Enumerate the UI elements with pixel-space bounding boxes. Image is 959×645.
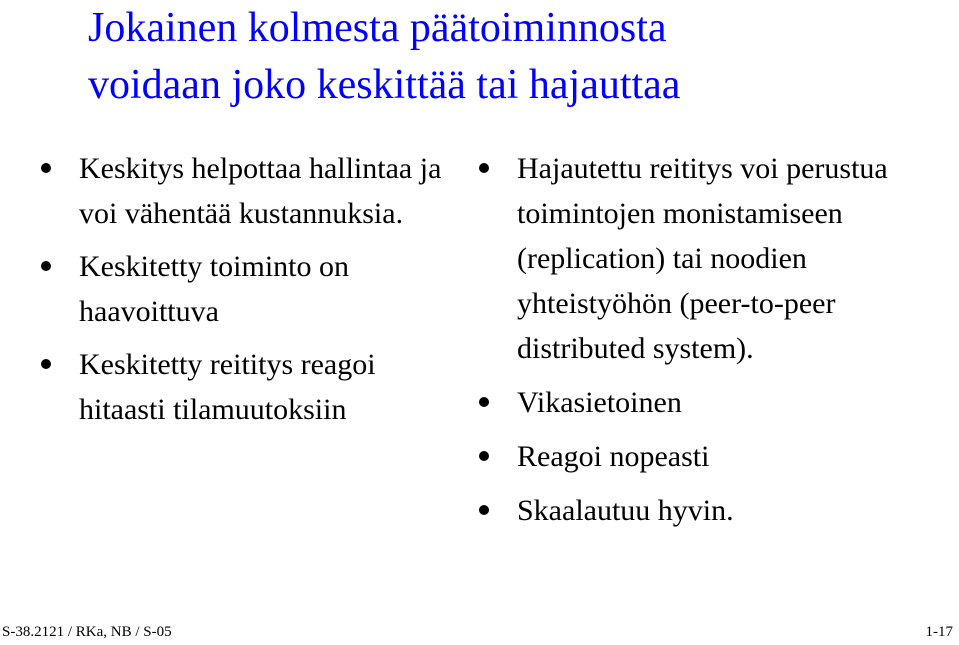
bullet-text: Keskitetty toiminto on haavoittuva [79, 250, 349, 328]
footer-course-code: S-38.2121 / RKa, NB / S-05 [2, 624, 172, 640]
bullet-dot-icon [479, 505, 489, 515]
bullet-text: Keskitys helpottaa hallintaa ja voi vähentää kustannuksia. [79, 152, 442, 230]
bullet-dot-icon [479, 451, 489, 461]
bullet-text: Keskitetty reititys reagoi hitaasti tilamuutoksiin [79, 348, 376, 426]
slide-title-line-2: voidaan joko keskittää tai hajauttaa [88, 62, 681, 108]
right-bullet-list [479, 146, 949, 542]
bullet-item [479, 434, 949, 479]
bullet-text: Vikasietoinen [517, 386, 682, 419]
bullet-text: Skaalautuu hyvin. [517, 494, 734, 527]
bullet-text: Reagoi nopeasti [517, 440, 710, 473]
footer-page-number: 1-17 [925, 624, 953, 640]
bullet-dot-icon [41, 261, 51, 271]
bullet-dot-icon [479, 163, 489, 173]
bullet-item [41, 244, 461, 334]
slide-title [88, 0, 948, 114]
bullet-item [41, 342, 461, 432]
bullet-dot-icon [41, 359, 51, 369]
slide-title-line-1: Jokainen kolmesta päätoiminnosta [88, 5, 667, 51]
bullet-text: Hajautettu reititys voi perustua toimintojen monistamiseen (replication) tai noodien yhteistyöhön (peer-to-peer distributed system). [517, 152, 888, 365]
bullet-dot-icon [41, 163, 51, 173]
left-bullet-list [41, 146, 461, 440]
bullet-dot-icon [479, 397, 489, 407]
bullet-item [479, 380, 949, 425]
bullet-item [41, 146, 461, 236]
bullet-item [479, 146, 949, 371]
bullet-item [479, 488, 949, 533]
